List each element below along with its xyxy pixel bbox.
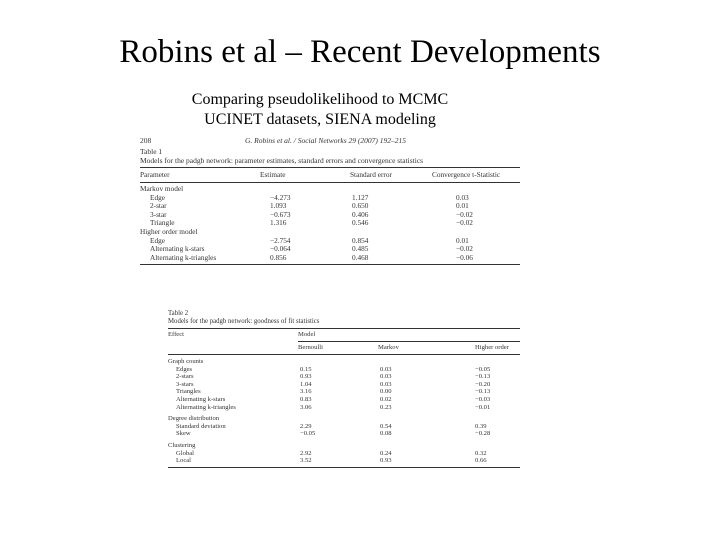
table-cell: 0.03 (380, 380, 392, 388)
table-cell: −0.01 (475, 403, 491, 411)
table-cell: 0.00 (380, 388, 392, 396)
table2-subheader: Markov (378, 342, 453, 355)
table1 (140, 168, 520, 182)
table-row (168, 381, 520, 389)
paper-excerpt-table2 (168, 310, 520, 468)
table-cell: 0.39 (475, 422, 487, 430)
table-cell: 3-stars (176, 380, 194, 388)
table2-caption-text: Models for the padgb network: goodness of fit statistics (168, 318, 320, 325)
table-cell: 0.01 (456, 236, 469, 245)
table2-header-model: Model (298, 331, 316, 338)
table-cell: −0.05 (475, 365, 491, 373)
table-cell: Standard deviation (176, 422, 226, 430)
table-cell: 2.29 (300, 422, 312, 430)
table2-number: Table 2 (168, 310, 189, 317)
table2-section-label: Graph counts (168, 358, 204, 365)
table1-body (140, 185, 520, 262)
table-cell: 3.16 (300, 388, 312, 396)
table-cell: 3.06 (300, 403, 312, 411)
slide-subtitle (0, 90, 640, 130)
table-cell: −0.06 (456, 253, 473, 262)
table2-subheader: Bernoulli (298, 342, 378, 355)
table1-caption (140, 147, 520, 165)
table-cell: 0.54 (380, 422, 392, 430)
table-row (168, 366, 520, 374)
table-cell: 0.66 (475, 457, 487, 465)
table-cell: Global (176, 449, 194, 457)
table-cell: Edge (150, 236, 165, 245)
table-cell: −0.02 (456, 245, 473, 254)
table2-section-label: Degree distribution (168, 415, 220, 423)
table-cell: 0.32 (475, 449, 487, 457)
table-cell: Triangle (150, 219, 175, 228)
table2-header-effect: Effect (168, 331, 184, 339)
paper-excerpt-table1 (140, 136, 520, 265)
table1-number: Table 1 (140, 147, 163, 156)
table2-section-label: Clustering (168, 441, 196, 449)
table-row (168, 396, 520, 404)
table-cell: 0.08 (380, 430, 392, 438)
table-cell: 0.93 (380, 457, 392, 465)
table-row (140, 202, 520, 211)
table-cell: −4.273 (270, 193, 291, 202)
subtitle-line: Comparing pseudolikelihood to MCMC (191, 91, 449, 108)
table-row (140, 254, 520, 263)
table-cell: 0.01 (456, 202, 469, 211)
table-cell: 0.23 (380, 403, 392, 411)
table-cell: 3-star (150, 210, 167, 219)
table-cell: 0.546 (352, 219, 369, 228)
table-cell: −0.673 (270, 210, 291, 219)
table-row (168, 457, 520, 465)
table1-header: Estimate (260, 170, 286, 179)
table-row (140, 194, 520, 203)
table-cell: −0.13 (475, 388, 491, 396)
table-cell: Edges (176, 365, 193, 373)
table-row (168, 404, 520, 412)
table-row (140, 219, 520, 228)
table1-section-label: Higher order model (140, 227, 198, 236)
table-cell: Triangles (176, 388, 201, 396)
table2-caption (168, 310, 520, 326)
table-cell: −0.02 (456, 219, 473, 228)
table-cell: 2-stars (176, 373, 194, 381)
table-cell: 0.650 (352, 202, 369, 211)
table-cell: −0.28 (475, 430, 491, 438)
table-cell: −0.03 (475, 395, 491, 403)
journal-citation: G. Robins et al. / Social Networks 29 (2007) 192–215 (245, 136, 407, 145)
table-cell: 1.127 (352, 193, 369, 202)
table-cell: 0.856 (270, 253, 287, 262)
table-cell: 0.03 (456, 193, 469, 202)
table-cell: 0.468 (352, 253, 369, 262)
table-cell: 0.854 (352, 236, 369, 245)
table-row (168, 430, 520, 438)
table-cell: −0.064 (270, 245, 291, 254)
table-cell: 1.093 (270, 202, 287, 211)
table-cell: 1.04 (300, 380, 312, 388)
table1-header: Parameter (140, 170, 170, 179)
table-cell: 0.24 (380, 449, 392, 457)
table1-header: Convergence t-Statistic (432, 170, 501, 179)
table-cell: 0.03 (380, 373, 392, 381)
table-cell: 3.52 (300, 457, 312, 465)
table1-header: Standard error (350, 170, 392, 179)
table-cell: 0.485 (352, 245, 369, 254)
table-row (140, 211, 520, 220)
table-cell: −0.05 (300, 430, 316, 438)
table-row (168, 450, 520, 458)
table-cell: Alternating k-triangles (176, 403, 236, 411)
table2-body (168, 358, 520, 465)
table2-subheader: Higher order (453, 342, 520, 355)
table-cell: −0.20 (475, 380, 491, 388)
table-cell: Alternating k-stars (176, 395, 226, 403)
table-cell: 0.93 (300, 373, 312, 381)
table-row (168, 373, 520, 381)
table-cell: 0.15 (300, 365, 312, 373)
table-row (140, 245, 520, 254)
table-cell: −2.754 (270, 236, 291, 245)
table-row (168, 423, 520, 431)
table-cell: 0.83 (300, 395, 312, 403)
table-cell: Alternating k-triangles (150, 253, 217, 262)
table1-header-row (140, 168, 520, 182)
table-cell: 0.02 (380, 395, 392, 403)
slide-title: Robins et al – Recent Developments (119, 34, 601, 70)
running-head (140, 136, 520, 147)
table-cell: 2-star (150, 202, 167, 211)
table-cell: −0.02 (456, 210, 473, 219)
table-cell: 0.03 (380, 365, 392, 373)
table-cell: Edge (150, 193, 165, 202)
table-row (168, 388, 520, 396)
table-cell: 1.316 (270, 219, 287, 228)
page-number: 208 (140, 136, 152, 145)
table1-section-label: Markov model (140, 185, 184, 193)
table-cell: −0.13 (475, 373, 491, 381)
table-cell: Skew (176, 430, 191, 438)
table-cell: 0.406 (352, 210, 369, 219)
table1-caption-text: Models for the padgb network: parameter estimates, standard errors and convergence statistics (140, 156, 424, 165)
table-cell: 2.92 (300, 449, 312, 457)
subtitle-line: UCINET datasets, SIENA modeling (204, 111, 436, 128)
table-cell: Alternating k-stars (150, 245, 205, 254)
table-cell: Local (176, 457, 192, 465)
table-row (140, 237, 520, 246)
table2 (168, 329, 520, 354)
